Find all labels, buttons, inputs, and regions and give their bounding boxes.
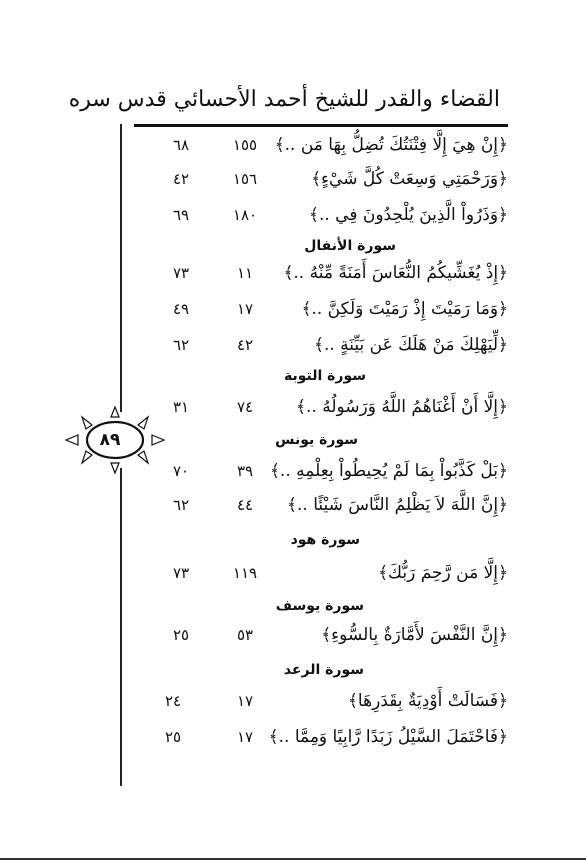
index-row xyxy=(0,128,586,162)
running-header: القضاء والقدر للشيخ أحمد الأحسائي قدس سره xyxy=(68,87,500,112)
index-row xyxy=(0,328,586,362)
verse-number: ١١ xyxy=(236,264,254,282)
verse-text: ﴿إِنْ هِيَ إِلَّا فِتْنَتُكَ تُضِلُّ بِهَا مَن ..﴾ xyxy=(274,135,508,155)
page-reference: ٢٥ xyxy=(164,728,182,746)
verse-number: ٥٣ xyxy=(236,626,254,644)
surah-heading-hud: سورة هود xyxy=(290,532,360,548)
index-row xyxy=(0,292,586,326)
verse-number: ٣٩ xyxy=(236,462,254,480)
page-reference: ٧٣ xyxy=(172,264,190,282)
verse-text: ﴿فَاحْتَمَلَ السَّيْلُ زَبَدًا رَّابِيًا وَمِمَّا ..﴾ xyxy=(268,727,508,747)
page-reference: ٢٤ xyxy=(164,692,182,710)
page-reference: ٢٥ xyxy=(172,626,190,644)
verse-number: ١١٩ xyxy=(232,564,258,582)
verse-text: ﴿وَمَا رَمَيْتَ إِذْ رَمَيْتَ وَلَكِنَّ ..﴾ xyxy=(301,299,508,319)
page-reference: ٤٩ xyxy=(172,300,190,318)
index-row xyxy=(0,198,586,232)
page-reference: ٧٠ xyxy=(172,462,190,480)
bottom-rule xyxy=(0,858,586,860)
surah-heading-rad: سورة الرعد xyxy=(283,662,364,678)
verse-text: ﴿لِّيَهْلِكَ مَنْ هَلَكَ عَن بَيِّنَةٍ ..﴾ xyxy=(313,335,508,355)
verse-text: ﴿إِلَّا أَنْ أَغْنَاهُمُ اللَّهُ وَرَسُولُهُ ..﴾ xyxy=(296,397,508,417)
verse-number: ٤٤ xyxy=(236,496,254,514)
index-row xyxy=(0,162,586,196)
header-rule xyxy=(134,124,508,127)
page-reference: ٦٨ xyxy=(172,136,190,154)
page-reference: ٦٩ xyxy=(172,206,190,224)
verse-text: ﴿وَذَرُواْ الَّذِينَ يُلْحِدُونَ فِي ..﴾ xyxy=(308,205,508,225)
verse-number: ١٥٥ xyxy=(232,136,258,154)
index-row xyxy=(0,556,586,590)
verse-number: ١٨٠ xyxy=(232,206,258,224)
verse-number: ١٥٦ xyxy=(232,170,258,188)
index-row xyxy=(0,390,586,424)
surah-heading-anfal: سورة الأنفال xyxy=(304,238,396,254)
page-reference: ٣١ xyxy=(172,398,190,416)
verse-number: ١٧ xyxy=(236,692,254,710)
surah-heading-yusuf: سورة يوسف xyxy=(275,598,364,614)
page-number: ٨٩ xyxy=(99,430,121,450)
index-row xyxy=(0,720,586,754)
index-row xyxy=(0,684,586,718)
page-reference: ٦٢ xyxy=(172,336,190,354)
index-row xyxy=(0,488,586,522)
index-row xyxy=(0,256,586,290)
page-reference: ٦٢ xyxy=(172,496,190,514)
verse-text: ﴿إِلَّا مَن رَّحِمَ رَبُّكَ﴾ xyxy=(378,563,508,583)
surah-heading-yunus: سورة يونس xyxy=(275,432,358,448)
page-reference: ٤٢ xyxy=(172,170,190,188)
verse-number: ٤٢ xyxy=(236,336,254,354)
verse-text: ﴿وَرَحْمَتِي وَسِعَتْ كُلَّ شَيْءٍ﴾ xyxy=(311,169,508,189)
index-row xyxy=(0,454,586,488)
surah-heading-tawba: سورة التوبة xyxy=(283,368,366,384)
verse-text: ﴿إِذْ يُغَشِّيكُمُ النُّعَاسَ أَمَنَةً مِّنْهُ ..﴾ xyxy=(283,263,508,283)
index-row xyxy=(0,618,586,652)
page-reference: ٧٣ xyxy=(172,564,190,582)
verse-text: ﴿إِنَّ النَّفْسَ لأَمَّارَةٌ بِالسُّوءِ﴾ xyxy=(321,625,508,645)
verse-text: ﴿إِنَّ اللَّهَ لاَ يَظْلِمُ النَّاسَ شَيْئًا ..﴾ xyxy=(287,495,508,515)
verse-number: ١٧ xyxy=(236,300,254,318)
verse-text: ﴿فَسَالَتْ أَوْدِيَةٌ بِقَدَرِهَا﴾ xyxy=(347,691,508,711)
verse-number: ٧٤ xyxy=(236,398,254,416)
verse-number: ١٧ xyxy=(236,728,254,746)
verse-text: ﴿بَلْ كَذَّبُواْ بِمَا لَمْ يُحِيطُواْ بِعِلْمِهِ ..﴾ xyxy=(269,461,508,481)
